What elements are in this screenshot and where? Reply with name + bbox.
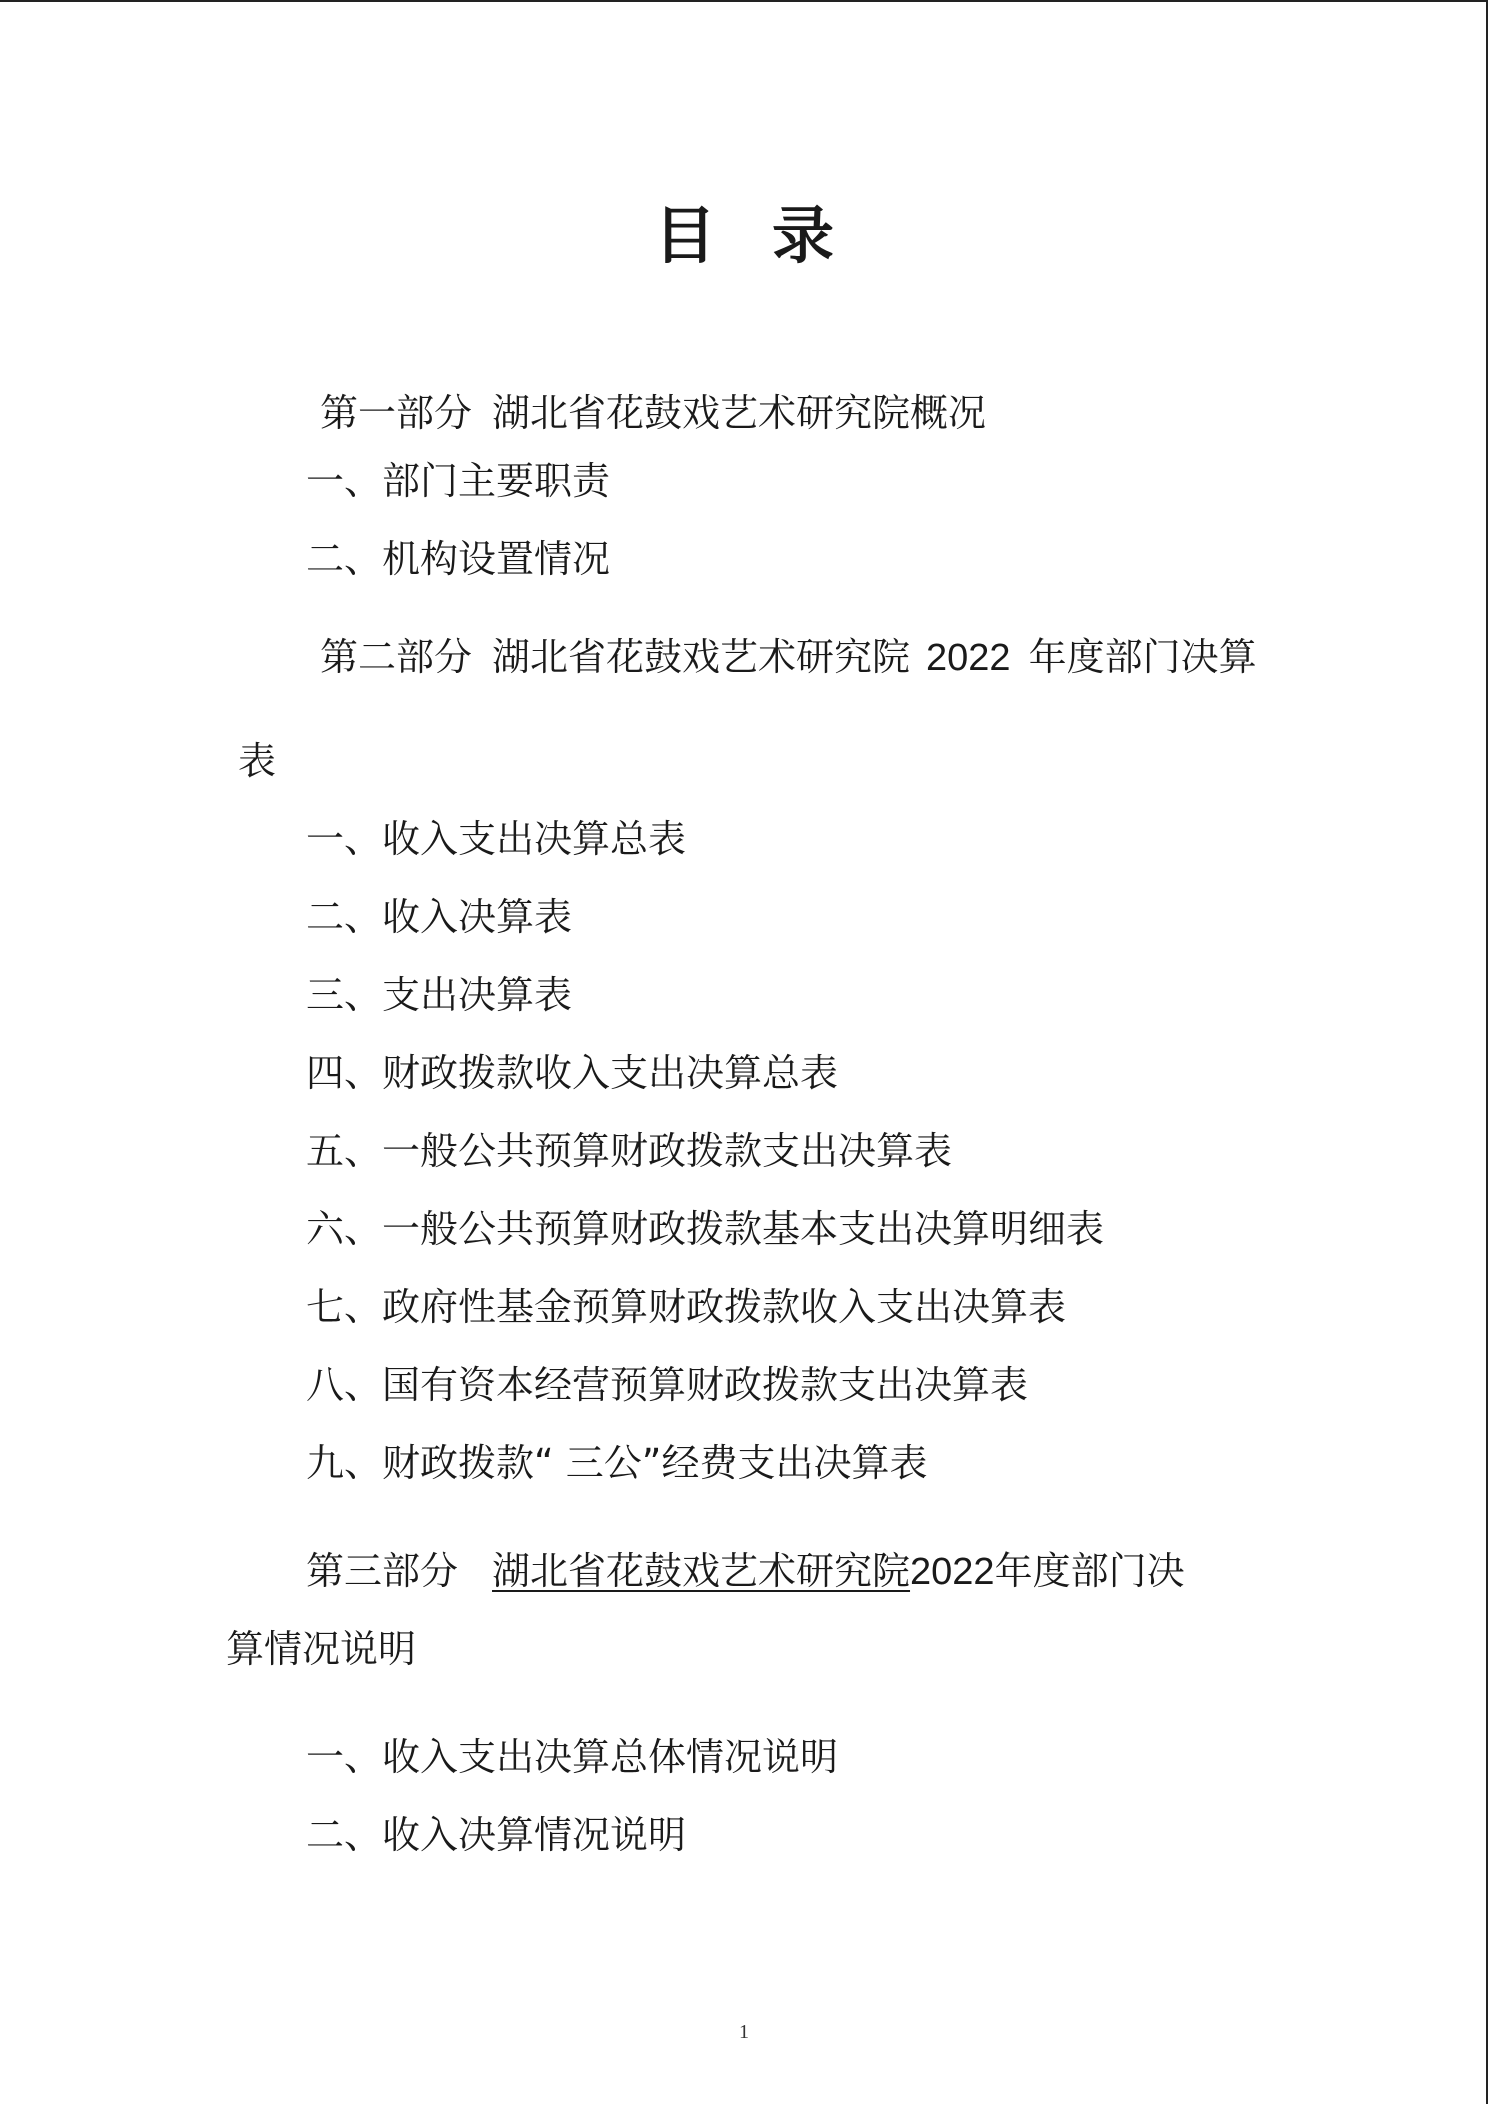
part2-item-4: 四、财政拨款收入支出决算总表 (306, 1051, 839, 1095)
part3-item-2: 二、收入决算情况说明 (306, 1813, 687, 1857)
part3-heading (306, 1546, 1185, 1597)
part2-label: 第二部分 (320, 635, 473, 679)
part2-heading (320, 632, 1257, 683)
part1-item-1: 一、部门主要职责 (306, 459, 611, 503)
toc-title-char-1: 目 (653, 199, 716, 272)
part2-item-2: 二、收入决算表 (306, 895, 573, 939)
part2-item-5: 五、一般公共预算财政拨款支出决算表 (306, 1129, 953, 1173)
part2-item-6: 六、一般公共预算财政拨款基本支出决算明细表 (306, 1207, 1105, 1251)
toc-title (0, 196, 1488, 276)
part2-item-3: 三、支出决算表 (306, 973, 573, 1017)
toc-title-char-2: 录 (772, 199, 835, 272)
part2-name-prefix: 湖北省花鼓戏艺术研究院 (492, 635, 911, 679)
part3-year: 2022 (910, 1551, 995, 1593)
part2-item-9: 九、财政拨款“ 三公”经费支出决算表 (306, 1441, 928, 1485)
part1-label: 第一部分 (320, 391, 473, 435)
part3-heading-continued: 算情况说明 (226, 1627, 417, 1671)
part2-item-8: 八、国有资本经营预算财政拨款支出决算表 (306, 1363, 1029, 1407)
part2-year: 2022 (926, 637, 1011, 679)
part1-item-2: 二、机构设置情况 (306, 537, 611, 581)
part2-name-suffix: 年度部门决算 (1028, 635, 1257, 679)
page-number: 1 (739, 2021, 749, 2043)
page-top-border (0, 0, 1488, 2)
part1-name: 湖北省花鼓戏艺术研究院概况 (492, 391, 987, 435)
part3-label: 第三部分 (306, 1549, 459, 1593)
part2-item-1: 一、收入支出决算总表 (306, 817, 687, 861)
part3-item-1: 一、收入支出决算总体情况说明 (306, 1735, 839, 1779)
part2-item-7: 七、政府性基金预算财政拨款收入支出决算表 (306, 1285, 1067, 1329)
part2-heading-continued: 表 (238, 739, 277, 783)
part1-heading (320, 388, 986, 438)
part3-name-underlined: 湖北省花鼓戏艺术研究院 (492, 1549, 911, 1593)
part3-name-suffix: 年度部门决 (994, 1549, 1185, 1593)
